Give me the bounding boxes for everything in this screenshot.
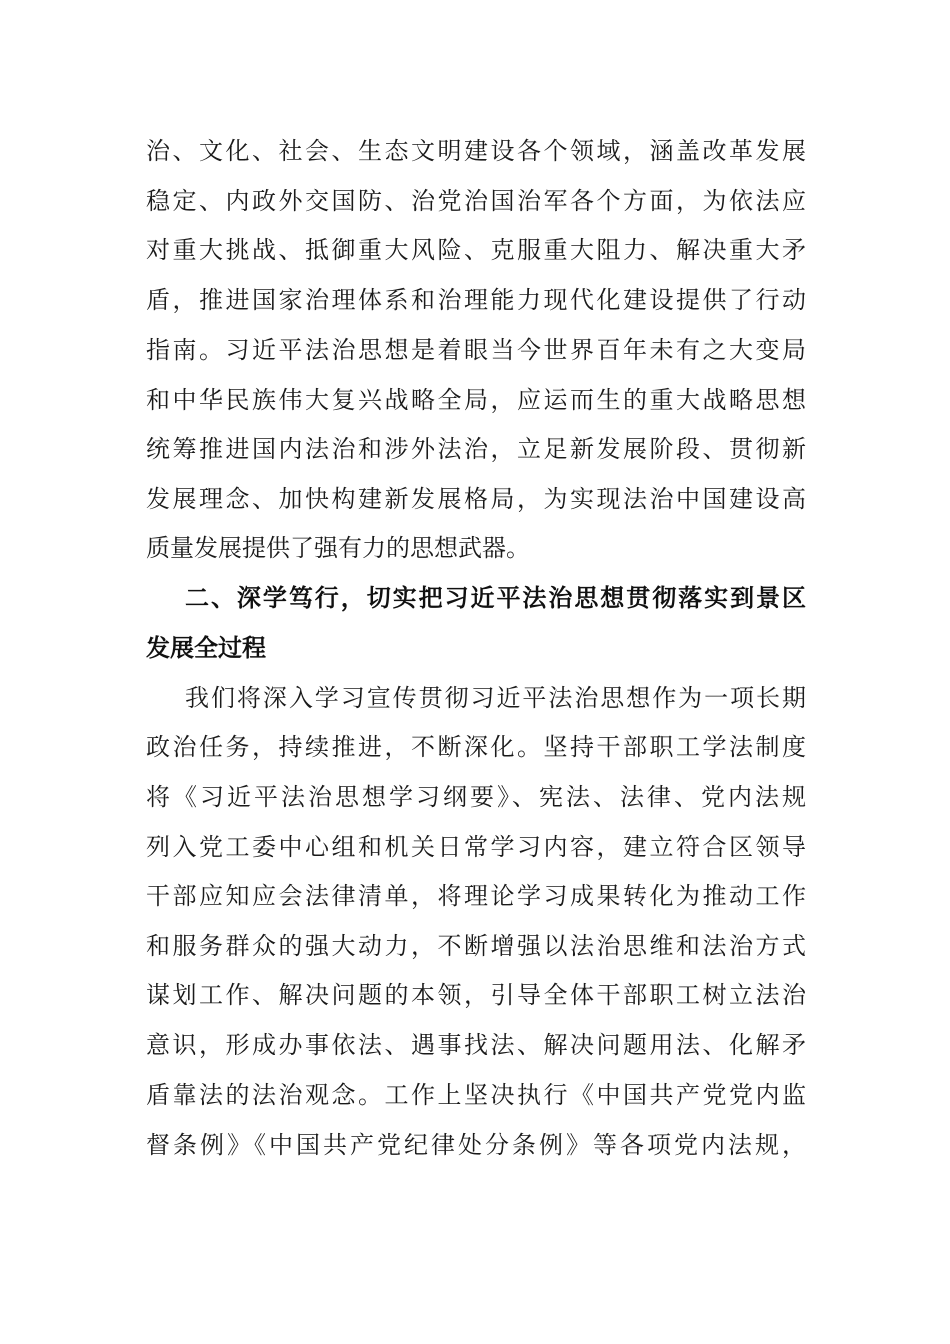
paragraph-line: 督条例》《中国共产党纪律处分条例》等各项党内法规， [146, 1131, 806, 1159]
section-heading: 二、深学笃行，切实把习近平法治思想贯彻落实到景区 [185, 584, 806, 612]
paragraph-line: 将《习近平法治思想学习纲要》、宪法、法律、党内法规 [146, 783, 806, 811]
paragraph-line: 盾，推进国家治理体系和治理能力现代化建设提供了行动 [146, 286, 806, 314]
section-heading: 发展全过程 [146, 634, 266, 662]
paragraph-line: 指南。习近平法治思想是着眼当今世界百年未有之大变局 [146, 336, 806, 364]
paragraph-line: 和中华民族伟大复兴战略全局，应运而生的重大战略思想 [146, 386, 806, 414]
paragraph-line: 干部应知应会法律清单，将理论学习成果转化为推动工作 [146, 882, 806, 910]
paragraph-line: 列入党工委中心组和机关日常学习内容，建立符合区领导 [146, 833, 806, 861]
paragraph-line: 盾靠法的法治观念。工作上坚决执行《中国共产党党内监 [146, 1081, 806, 1109]
paragraph-line: 治、文化、社会、生态文明建设各个领域，涵盖改革发展 [146, 137, 806, 165]
paragraph-line: 稳定、内政外交国防、治党治国治军各个方面，为依法应 [146, 187, 806, 215]
paragraph-line: 质量发展提供了强有力的思想武器。 [146, 534, 530, 562]
paragraph-line: 谋划工作、解决问题的本领，引导全体干部职工树立法治 [146, 981, 806, 1009]
paragraph-line: 意识，形成办事依法、遇事找法、解决问题用法、化解矛 [146, 1031, 806, 1059]
paragraph-line: 对重大挑战、抵御重大风险、克服重大阻力、解决重大矛 [146, 236, 806, 264]
paragraph-line: 和服务群众的强大动力，不断增强以法治思维和法治方式 [146, 932, 806, 960]
paragraph-line: 政治任务，持续推进，不断深化。坚持干部职工学法制度 [146, 733, 806, 761]
paragraph-line: 统筹推进国内法治和涉外法治，立足新发展阶段、贯彻新 [146, 435, 806, 463]
paragraph-line: 我们将深入学习宣传贯彻习近平法治思想作为一项长期 [185, 684, 806, 712]
paragraph-line: 发展理念、加快构建新发展格局，为实现法治中国建设高 [146, 485, 806, 513]
